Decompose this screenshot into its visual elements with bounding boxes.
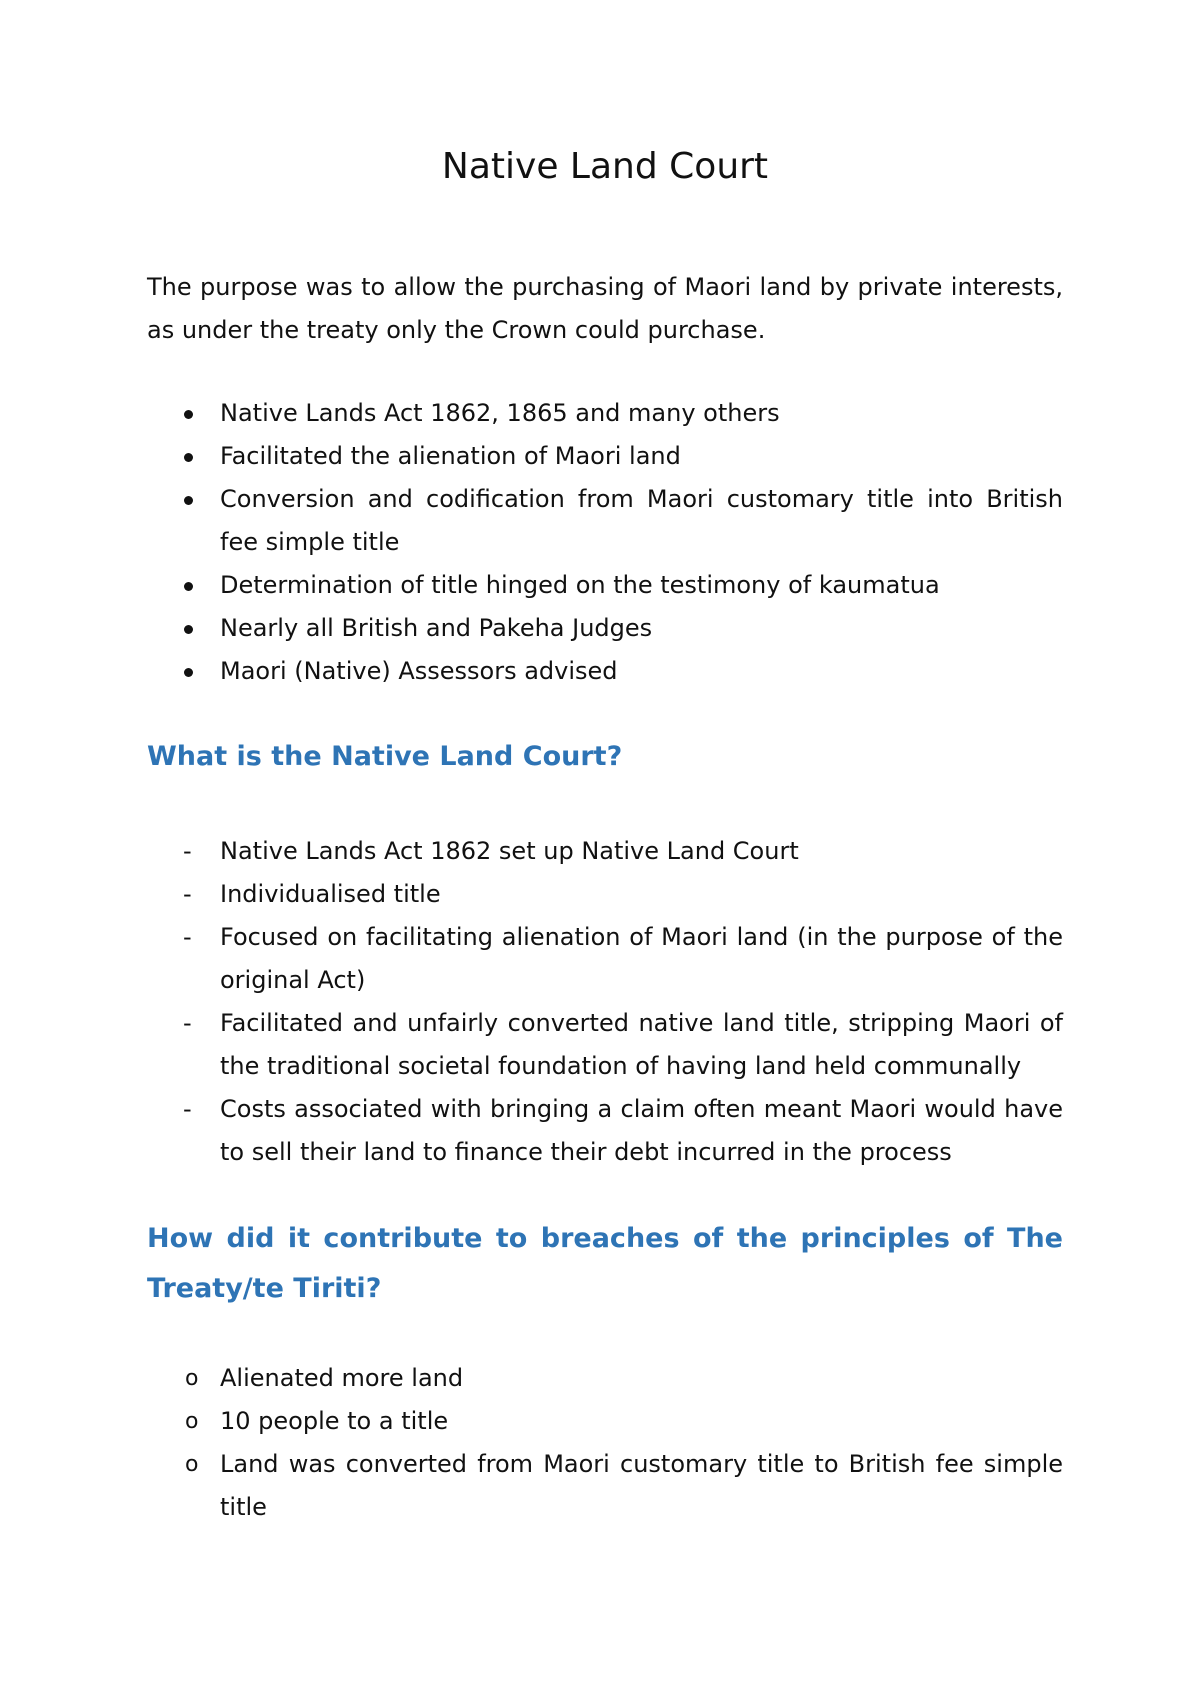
dash-marker: - bbox=[183, 1095, 192, 1123]
intro-paragraph: The purpose was to allow the purchasing of Maori land by private interests, as under the treaty only the Crown could purchase. bbox=[147, 273, 1063, 344]
list-item bbox=[147, 1002, 1063, 1088]
list-item-text: Facilitated and unfairly converted native land title, stripping Maori of the traditional societal foundation of having land held communally bbox=[220, 1009, 1063, 1080]
list-item bbox=[147, 607, 1063, 650]
list-item-text: Determination of title hinged on the testimony of kaumatua bbox=[220, 571, 940, 599]
list-item bbox=[147, 916, 1063, 1002]
dash-marker: - bbox=[183, 837, 192, 865]
list-item-text: Native Lands Act 1862, 1865 and many others bbox=[220, 399, 780, 427]
bullet-icon bbox=[184, 668, 193, 677]
list-item-text: Alienated more land bbox=[220, 1364, 464, 1392]
list-item-text: Individualised title bbox=[220, 880, 441, 908]
dash-marker: - bbox=[183, 1009, 192, 1037]
list-item-text: 10 people to a title bbox=[220, 1407, 449, 1435]
section-heading-breaches: How did it contribute to breaches of the principles of The Treaty/te Tiriti? bbox=[147, 1223, 1063, 1304]
list-item bbox=[147, 1443, 1063, 1529]
list-item-text: Land was converted from Maori customary title to British fee simple title bbox=[220, 1450, 1063, 1521]
list-item bbox=[147, 564, 1063, 607]
list-item-text: Native Lands Act 1862 set up Native Land Court bbox=[220, 837, 799, 865]
bullet-icon bbox=[184, 496, 193, 505]
document-title: Native Land Court bbox=[441, 146, 769, 187]
list-item-text: Maori (Native) Assessors advised bbox=[220, 657, 618, 685]
list-item bbox=[147, 1400, 1063, 1443]
dash-marker: - bbox=[183, 923, 192, 951]
circle-list bbox=[147, 1357, 1063, 1529]
list-item-text: Facilitated the alienation of Maori land bbox=[220, 442, 681, 470]
section-heading-what-is: What is the Native Land Court? bbox=[147, 741, 623, 772]
bullet-icon bbox=[184, 625, 193, 634]
bullet-icon bbox=[184, 410, 193, 419]
list-item-text: Costs associated with bringing a claim often meant Maori would have to sell their land to finance their debt incurred in the process bbox=[220, 1095, 1063, 1166]
circle-bullet-icon: o bbox=[185, 1409, 199, 1434]
list-item bbox=[147, 1357, 1063, 1400]
circle-bullet-icon: o bbox=[185, 1452, 199, 1477]
list-item bbox=[147, 830, 1063, 873]
list-item bbox=[147, 435, 1063, 478]
dash-list bbox=[147, 830, 1063, 1174]
list-item bbox=[147, 650, 1063, 693]
list-item bbox=[147, 1088, 1063, 1174]
list-item bbox=[147, 873, 1063, 916]
list-item bbox=[147, 478, 1063, 564]
bullet-list bbox=[147, 392, 1063, 693]
bullet-icon bbox=[184, 453, 193, 462]
list-item-text: Nearly all British and Pakeha Judges bbox=[220, 614, 653, 642]
list-item-text: Focused on facilitating alienation of Maori land (in the purpose of the original Act) bbox=[220, 923, 1063, 994]
circle-bullet-icon: o bbox=[185, 1366, 199, 1391]
dash-marker: - bbox=[183, 880, 192, 908]
bullet-icon bbox=[184, 582, 193, 591]
list-item bbox=[147, 392, 1063, 435]
list-item-text: Conversion and codification from Maori customary title into British fee simple title bbox=[220, 485, 1063, 556]
